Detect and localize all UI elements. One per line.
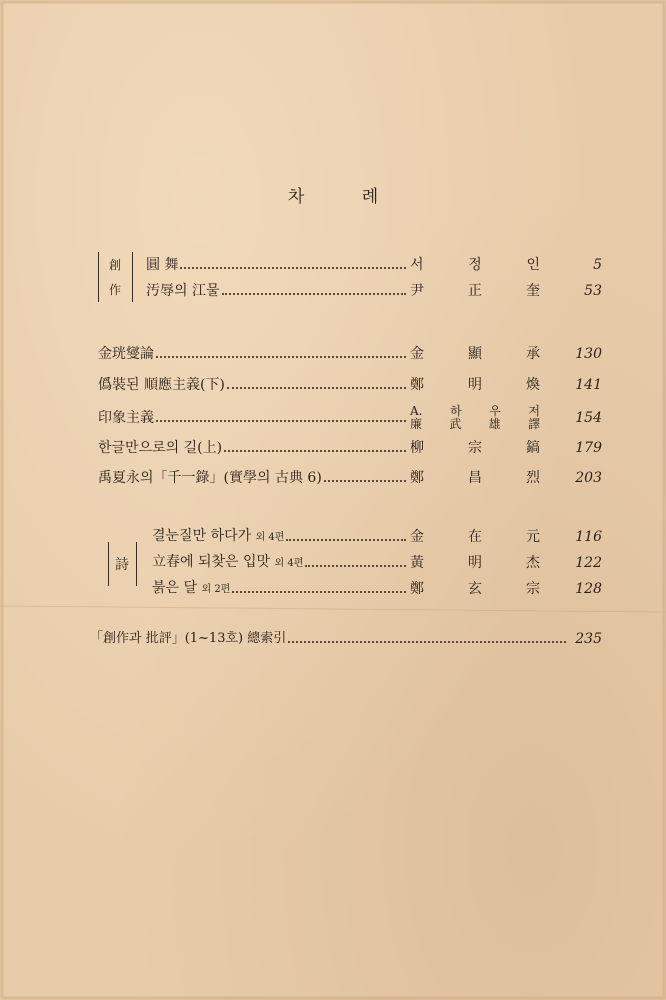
toc-entry[interactable]: [146, 253, 602, 277]
toc-entry[interactable]: [98, 436, 602, 460]
entry-page: 53: [584, 283, 602, 299]
entry-title: 圓 舞: [146, 257, 179, 273]
entry-author: 黃 明 杰: [410, 555, 540, 571]
entry-title: 僞裝된 順應主義(下): [98, 377, 225, 393]
entry-title: 붉은 달 외 2편: [152, 580, 231, 596]
poetry-bracket-left: [108, 542, 109, 586]
toc-entry[interactable]: [152, 551, 602, 575]
entry-page: 130: [575, 346, 602, 362]
toc-entry[interactable]: [98, 466, 602, 490]
dot-leader: [288, 641, 566, 643]
dot-leader: [227, 387, 406, 389]
entry-title: 한글만으로의 길(上): [98, 440, 223, 456]
entry-author: A. 하 우 저 廉 武 雄 譯: [410, 404, 540, 431]
creation-label: 創 作: [108, 258, 121, 297]
entry-author: 서 정 인: [410, 257, 540, 273]
toc-entry[interactable]: [152, 525, 602, 549]
entry-page: 235: [575, 631, 602, 647]
entry-title: 禹夏永의「千一錄」(實學의 古典 6): [98, 470, 322, 486]
poetry-bracket-right: [136, 542, 137, 586]
poetry-label: 詩: [115, 557, 129, 573]
dot-leader: [324, 480, 406, 482]
dot-leader: [156, 420, 406, 422]
entry-title: 「創作과 批評」(1~13호) 總索引: [90, 631, 287, 646]
toc-entry[interactable]: [152, 577, 602, 601]
entry-page: 179: [575, 440, 602, 456]
creation-bracket-left: [98, 252, 99, 302]
entry-author: 尹 正 奎: [410, 283, 540, 299]
page-title: 차 례: [287, 187, 405, 207]
entry-title: 印象主義: [98, 410, 154, 426]
entry-author: 柳 宗 鎬: [410, 440, 540, 456]
dot-leader: [286, 539, 406, 541]
dot-leader: [222, 293, 407, 295]
toc-entry[interactable]: [98, 373, 602, 397]
toc-entry[interactable]: [98, 404, 602, 432]
entry-page: 5: [593, 257, 602, 273]
entry-title: 金珖燮論: [98, 346, 154, 362]
dot-leader: [180, 267, 406, 269]
entry-page: 122: [575, 555, 602, 571]
dot-leader: [156, 356, 406, 358]
entry-author: 鄭 昌 烈: [410, 470, 540, 486]
entry-author: 鄭 明 煥: [410, 377, 540, 393]
toc-entry[interactable]: [146, 279, 602, 303]
entry-page: 141: [575, 377, 602, 393]
dot-leader: [305, 565, 406, 567]
entry-page: 154: [575, 410, 602, 426]
entry-page: 128: [575, 581, 602, 597]
entry-author: 金 在 元: [410, 529, 540, 545]
entry-author: 金 顯 承: [410, 346, 540, 362]
entry-title: 결눈질만 하다가 외 4편: [152, 528, 285, 544]
dot-leader: [224, 450, 406, 452]
dot-leader: [232, 591, 406, 593]
entry-author: 鄭 玄 宗: [410, 581, 540, 597]
creation-bracket-right: [132, 252, 133, 302]
entry-title: 立春에 되찾은 입맛 외 4편: [152, 554, 304, 570]
entry-title: 汚辱의 江물: [146, 283, 220, 299]
entry-page: 203: [575, 470, 602, 486]
toc-entry-index[interactable]: [90, 627, 602, 651]
entry-page: 116: [575, 529, 602, 545]
toc-entry[interactable]: [98, 342, 602, 366]
